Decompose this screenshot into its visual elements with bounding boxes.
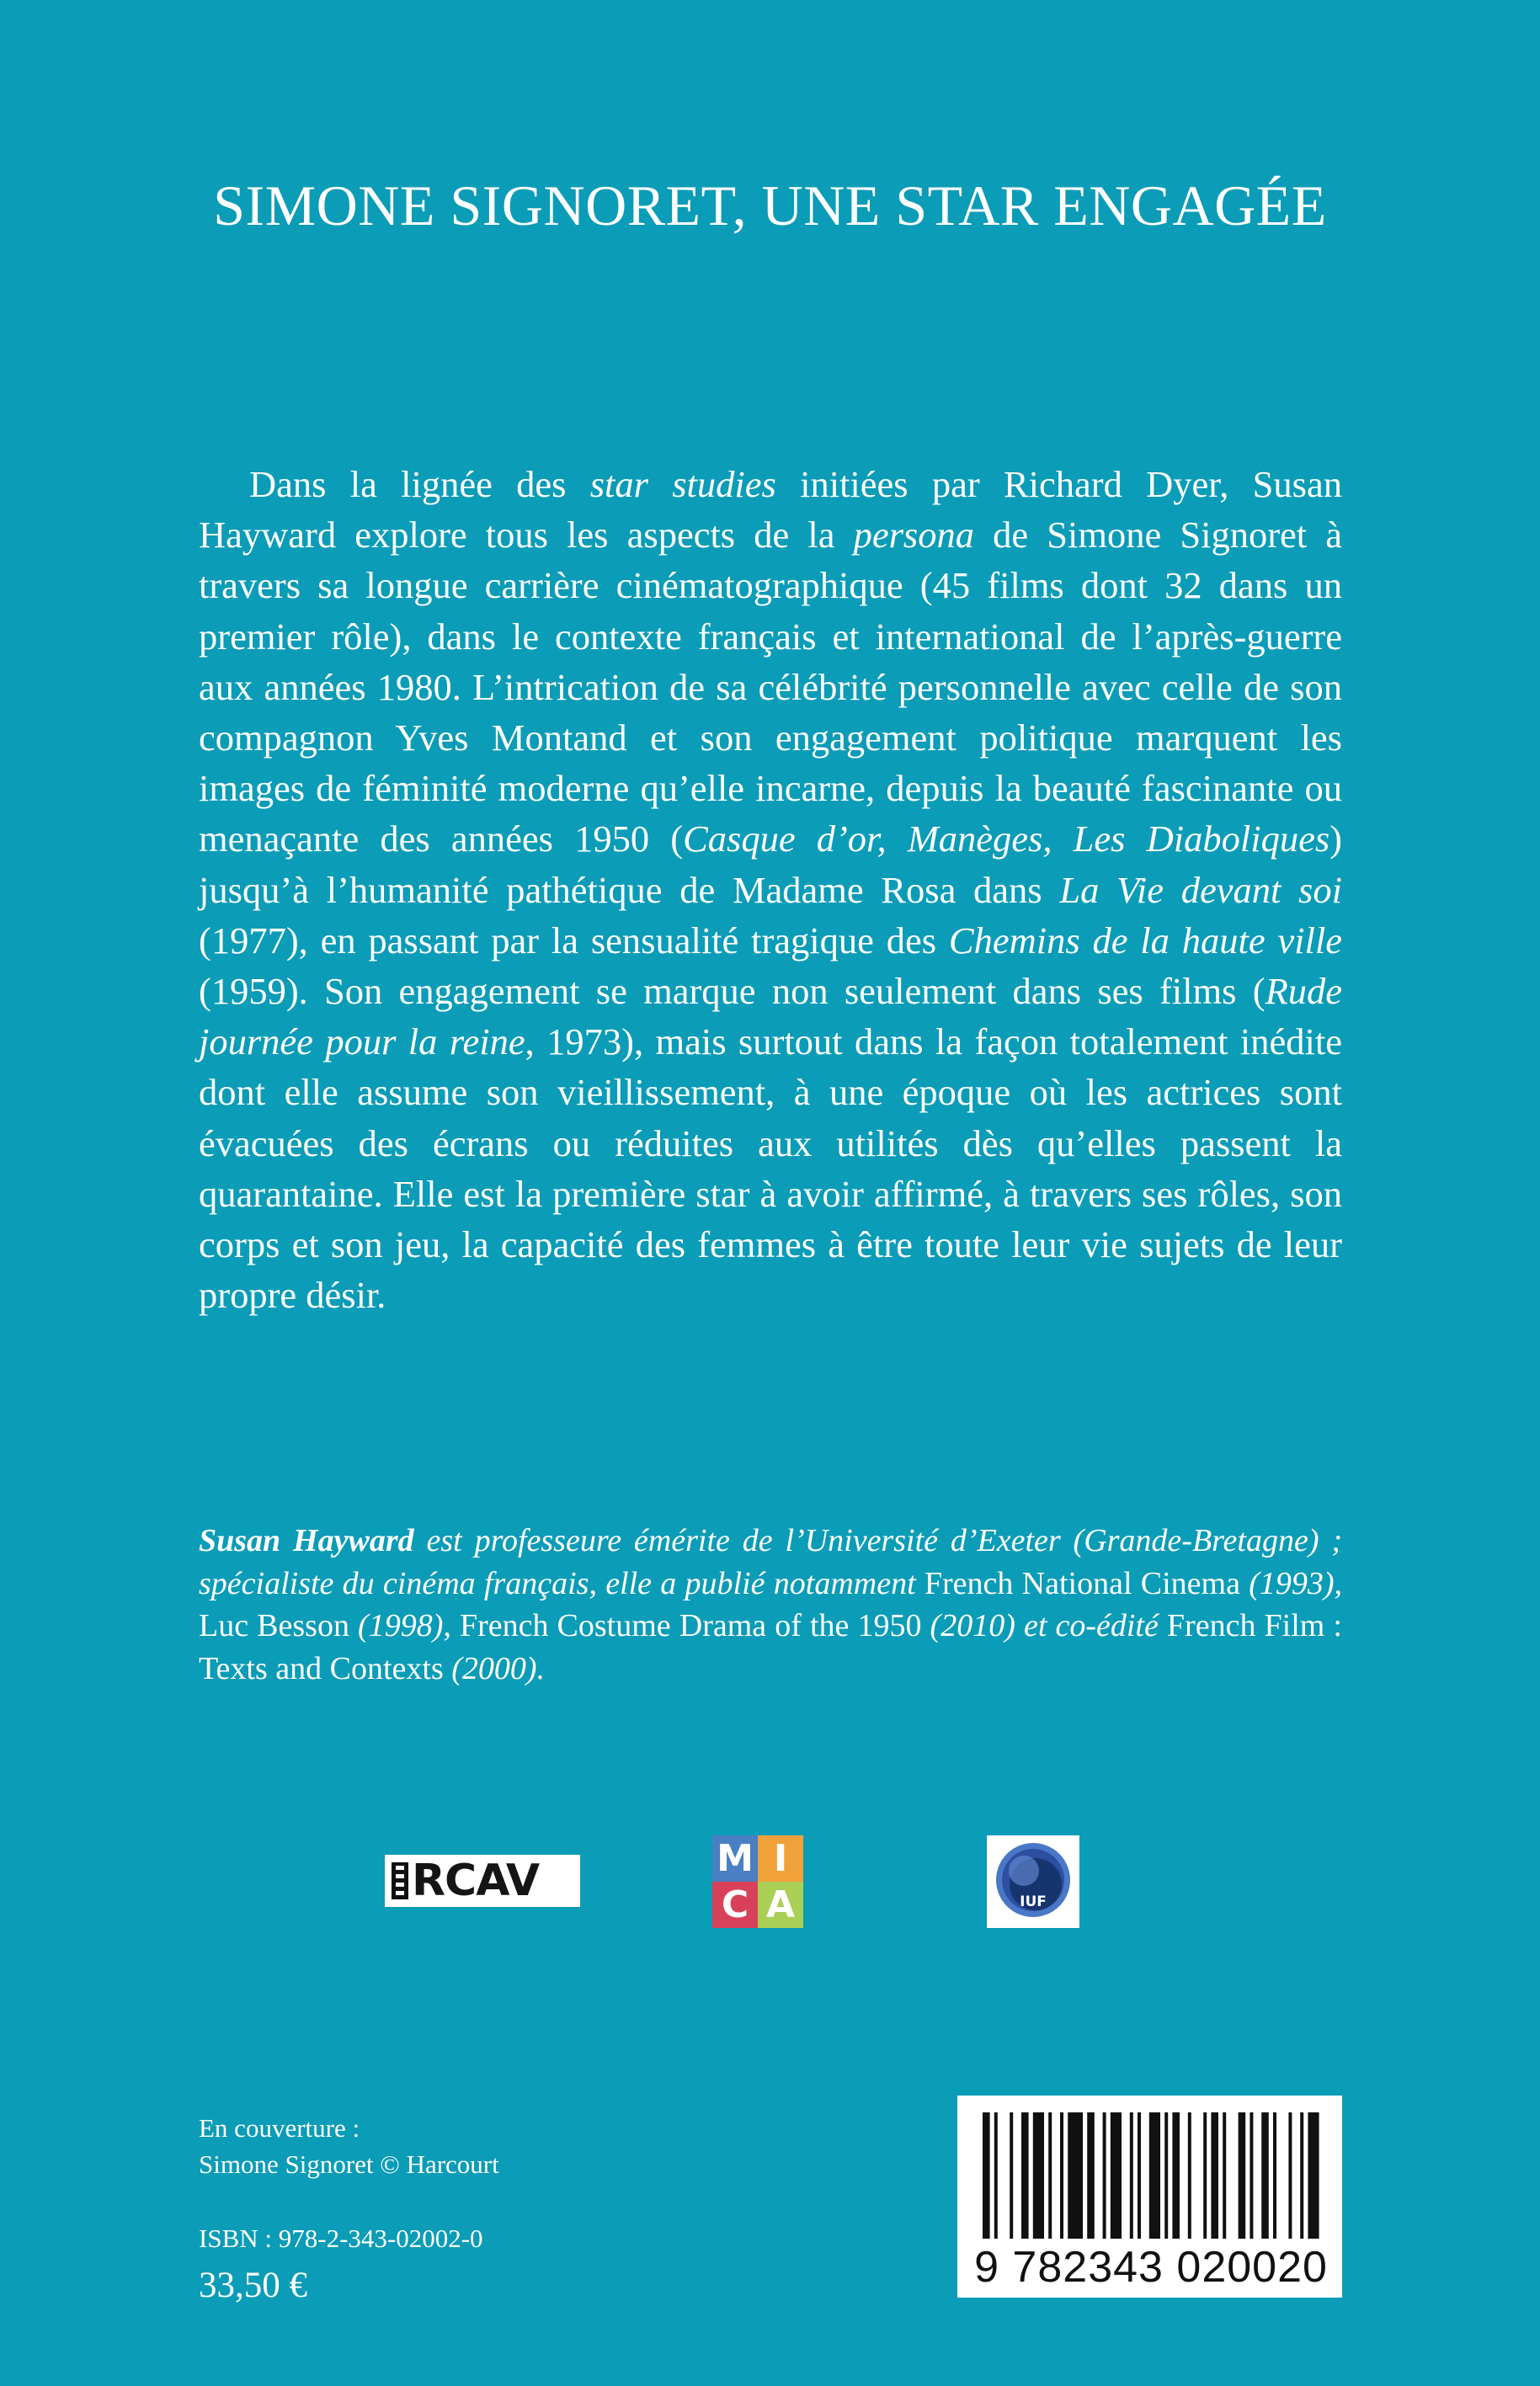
iuf-emblem-icon — [987, 1835, 1079, 1928]
blurb-italic: Rude journée pour la reine — [199, 970, 1342, 1063]
book-reference: French Costume Drama of the 1950 — [459, 1608, 922, 1643]
rcav-logo — [385, 1855, 580, 1907]
mica-letter: I — [758, 1835, 803, 1882]
barcode-digits: 9 782343 020020 — [974, 2243, 1328, 2292]
rcav-logo-text: RCAV — [412, 1856, 540, 1906]
blurb-italic: La Vie devant soi — [1059, 868, 1342, 911]
price: 33,50 € — [199, 2266, 307, 2305]
blurb-paragraph — [199, 459, 1342, 1320]
blurb-text: Dans la lignée des — [249, 463, 590, 505]
blurb-text: initiées par Richard Dyer, Susan Hayward explore tous les aspects de la — [199, 463, 1342, 557]
iuf-logo-text: IUF — [1020, 1893, 1047, 1910]
blurb-text: de Simone Signoret à travers sa longue carrière cinématographique (45 films dont 32 dans un premier rôle), dans le contexte français et international de l’après-guerre aux années 1980. L’intrication de sa célébrité personnelle avec celle de son compagnon Yves Montand et son engagement politique marquent les images de féminité moderne qu’elle incarne, depuis la beauté fascinante ou menaçante des années 1950 ( — [199, 514, 1343, 860]
film-strip-icon — [392, 1862, 408, 1899]
author-name: Susan Hayward — [199, 1523, 414, 1558]
bio-text: (2000). — [443, 1650, 546, 1686]
blurb-italic: persona — [853, 514, 974, 557]
book-reference: French Film : Texts and Contexts — [199, 1608, 1342, 1686]
book-title: SIMONE SIGNORET, UNE STAR ENGAGÉE — [213, 173, 1327, 237]
mica-letter: C — [712, 1882, 758, 1928]
isbn: ISBN : 978-2-343-02002-0 — [199, 2224, 483, 2253]
bio-text: (1998), — [349, 1608, 460, 1643]
blurb-text: (1959). Son engagement se marque non seulement dans ses films ( — [199, 970, 1266, 1013]
book-reference: Luc Besson — [199, 1608, 349, 1643]
blurb-italic: Casque d’or, Manèges, Les Diaboliques — [683, 818, 1330, 860]
book-reference: French National Cinema — [924, 1565, 1240, 1601]
blurb-italic: star studies — [589, 463, 776, 505]
mica-logo — [712, 1835, 803, 1928]
bio-text: est professeure émérite de l’Université d’Exeter (Grande-Bretagne) ; spécialiste du cinéma français, elle a publié notamment — [199, 1523, 1343, 1601]
bio-text: (2010) et co-édité — [921, 1608, 1167, 1643]
cover-label: En couverture : — [199, 2113, 360, 2143]
blurb-text: , 1973), mais surtout dans la façon totalement inédite dont elle assume son vieillissement, à une époque où les actrices sont évacuées des écrans ou réduites aux utilités dès qu’elles passent la quarantaine. Elle est la première star à avoir affirmé, à travers ses rôles, son corps et son jeu, la capacité des femmes à être toute leur vie sujets de leur propre désir. — [199, 1020, 1342, 1317]
blurb-text: ) jusqu’à l’humanité pathétique de Madame Rosa dans — [199, 818, 1342, 911]
cover-credit: Simone Signoret © Harcourt — [199, 2149, 499, 2179]
blurb-text: (1977), en passant par la sensualité tragique des — [199, 919, 949, 961]
blurb-italic: Chemins de la haute ville — [948, 919, 1343, 961]
barcode — [957, 2096, 1342, 2298]
bio-text: (1993), — [1239, 1565, 1343, 1601]
author-bio — [199, 1520, 1342, 1690]
mica-letter: M — [712, 1835, 758, 1882]
iuf-logo — [987, 1835, 1079, 1928]
mica-letter: A — [758, 1882, 803, 1928]
